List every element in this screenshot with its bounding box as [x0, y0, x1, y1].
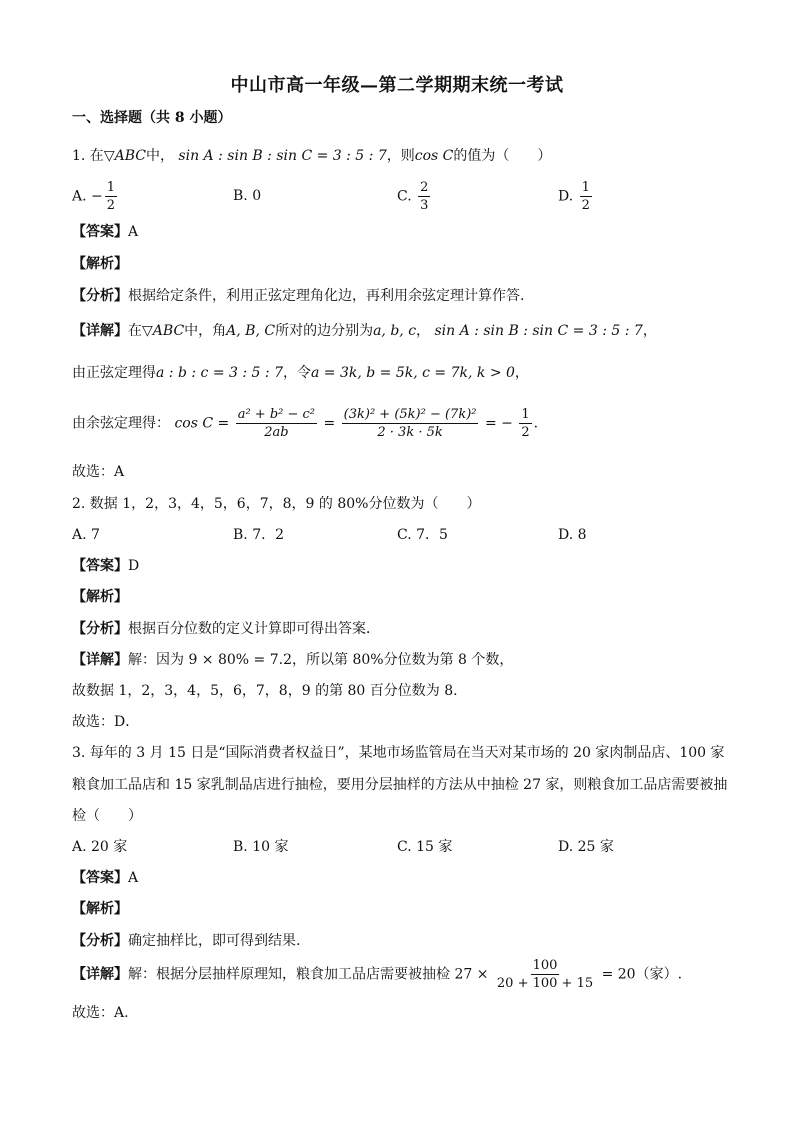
q3-detail-line1: 【详解】解：根据分层抽样原理知，粮食加工品店需要被抽检 27 × $\frac{100}{20 + 100 + 15}$ = 20（家）.	[72, 958, 683, 991]
q3-option-c: C. 15 家	[397, 839, 453, 855]
q3-stem-line3: 检（ ）	[72, 808, 142, 824]
q3-option-a: A. 20 家	[72, 839, 128, 855]
q2-option-c: C. 7．5	[397, 527, 448, 543]
q2-answer: 【答案】D	[72, 558, 140, 574]
section-heading: 一、选择题（共 8 小题）	[72, 110, 232, 126]
exam-title: 中山市高一年级—第二学期期末统一考试	[230, 75, 564, 96]
q3-option-d: D. 25 家	[558, 839, 614, 855]
fraction: $\frac{2}{3}$	[420, 180, 429, 213]
q2-detail-line1: 【详解】解：因为 9 × 80% = 7.2，所以第 80%分位数为第 8 个数，	[72, 652, 514, 668]
fraction: $\frac{1}{2}$	[521, 407, 530, 440]
q1-conclusion: 故选：A	[72, 464, 125, 480]
fraction: $\frac{1}{2}$	[581, 180, 590, 213]
q1-detail-line1: 【详解】在▽ABC中，角A, B, C所对的边分别为a, b, c， sin A : sin B : sin C = 3 : 5 : 7，	[72, 323, 657, 339]
triangle-icon: ▽	[142, 323, 153, 339]
q1-condition: sin A : sin B : sin C = 3 : 5 : 7	[178, 148, 387, 164]
q3-stem-line2: 粮食加工品店和 15 家乳制品店进行抽检，要用分层抽样的方法从中抽检 27 家，则粮食加工品店需要被抽	[72, 777, 728, 793]
q2-analysis-heading: 【解析】	[72, 589, 128, 605]
q3-fenxi: 【分析】确定抽样比，即可得到结果.	[72, 933, 301, 949]
fraction: $\frac{\text{a² + b² − c²}}{2ab}$	[237, 407, 316, 440]
q3-analysis-heading: 【解析】	[72, 901, 128, 917]
q1-stem	[72, 147, 551, 165]
q1-stem-prefix: 1. 在	[72, 148, 104, 164]
q2-detail-line2: 故数据 1，2，3，4，5，6，7，8，9 的第 80 百分位数为 8.	[72, 683, 458, 699]
q1-detail-line3: 由余弦定理得： cos C = $\frac{\text{a² + b² − c²}}{2ab}$ = $\frac{\text{(3k)² + (5k)² − (7k)²}}{2 \cdot 3k \cdot 5k}$ = − $\frac{1}{2}$ .	[72, 407, 539, 440]
triangle-icon: ▽	[103, 148, 115, 164]
q1-analysis-heading: 【解析】	[72, 256, 128, 272]
q1-fenxi: 【分析】根据给定条件，利用正弦定理角化边，再利用余弦定理计算作答.	[72, 288, 525, 304]
q1-option-c: C. $\frac{2}{3}$	[397, 180, 429, 213]
q1-detail-line2: 由正弦定理得a : b : c = 3 : 5 : 7，令a = 3k, b = 5k, c = 7k, k > 0，	[72, 365, 529, 381]
q1-stem-end: 的值为（ ）	[453, 148, 552, 164]
q1-stem-mid: 中，	[145, 148, 174, 164]
q1-answer: 【答案】A	[72, 224, 139, 240]
fraction: $\frac{100}{20 + 100 + 15}$	[496, 958, 594, 991]
q1-option-b: B. 0	[233, 188, 262, 204]
fraction: $\frac{1}{2}$	[106, 180, 116, 213]
q2-fenxi: 【分析】根据百分位数的定义计算即可得出答案．	[72, 621, 380, 637]
q1-cosc: cos C	[414, 148, 454, 164]
q1-option-d: D. $\frac{1}{2}$	[558, 180, 590, 213]
fraction: $\frac{\text{(3k)² + (5k)² − (7k)²}}{2 \cdot 3k \cdot 5k}$	[343, 407, 477, 440]
q2-stem: 2. 数据 1，2，3，4，5，6，7，8，9 的 80%分位数为（ ）	[72, 496, 481, 512]
q3-option-b: B. 10 家	[233, 839, 289, 855]
q2-option-a: A. 7	[72, 527, 100, 543]
q1-triangle-name: ABC	[114, 148, 146, 164]
q3-conclusion: 故选：A.	[72, 1005, 129, 1021]
q1-stem-then: ，则	[386, 148, 415, 164]
q3-stem-line1: 3. 每年的 3 月 15 日是“国际消费者权益日”，某地市场监管局在当天对某市场的 20 家肉制品店、100 家	[72, 745, 725, 761]
q1-option-a: A. − $\frac{1}{2}$	[72, 180, 116, 213]
q2-conclusion: 故选：D．	[72, 714, 140, 730]
q2-option-b: B. 7．2	[233, 527, 285, 543]
q3-answer: 【答案】A	[72, 870, 139, 886]
q2-option-d: D. 8	[558, 527, 587, 543]
